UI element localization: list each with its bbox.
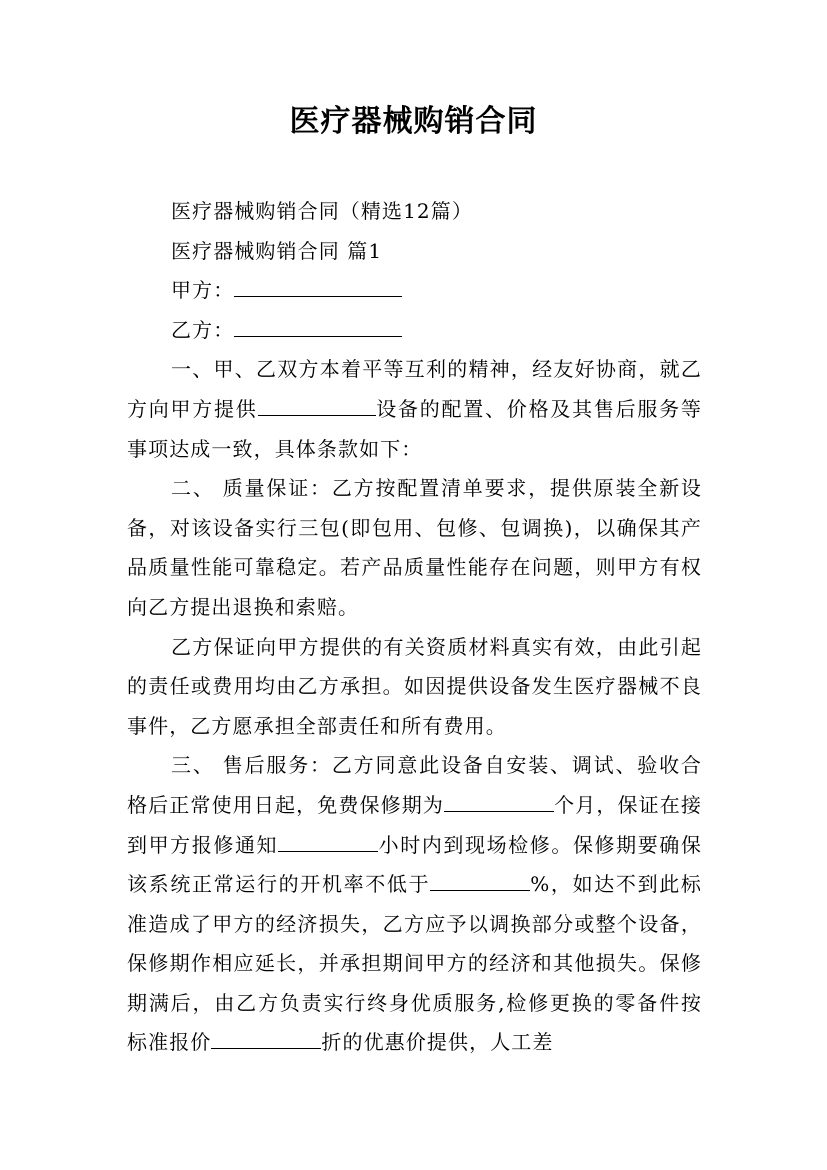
party-b-blank [234, 316, 402, 337]
clause-3-text-b: 个月，保证在接到甲方报修通知 [127, 792, 703, 857]
equipment-blank [258, 395, 376, 416]
party-b-line [127, 311, 702, 351]
party-b-label: 乙方： [171, 317, 235, 342]
section-heading: 医疗器械购销合同 篇1 [171, 238, 383, 263]
clause-2: 二、 质量保证：乙方按配置清单要求，提供原装全新设备，对该设备实行三包(即包用、包修、包调换)，以确保其产品质量性能可靠稳定。若产品质量性能存在问题，则甲方有权向乙方提出退换和索赔。 [127, 476, 702, 619]
document-body [127, 192, 702, 1063]
clause-3-text-e: 折的优惠价提供，人工差 [321, 1030, 554, 1055]
party-a-line [127, 271, 702, 311]
clause-3 [127, 746, 702, 1063]
warranty-months-blank [444, 791, 554, 812]
subtitle-line: 医疗器械购销合同（精选12篇） [171, 199, 473, 223]
uptime-rate-blank [430, 870, 530, 891]
document-title: 医疗器械购销合同 [289, 104, 538, 139]
clause-2-supplement: 乙方保证向甲方提供的有关资质材料真实有效，由此引起的责任或费用均由乙方承担。如因提供设备发生医疗器械不良事件，乙方愿承担全部责任和所有费用。 [127, 634, 702, 738]
clause-3-text-a: 三、 售后服务：乙方同意此设备自安装、调试、验收合格后正常使用日起，免费保修期为 [127, 753, 702, 817]
clause-3-text-d: %，如达不到此标准造成了甲方的经济损失，乙方应予以调换部分或整个设备，保修期作相应延长，并承担期间甲方的经济和其他损失。保修期满后，由乙方负责实行终身优质服务,检修更换的零备件按标准报价 [127, 872, 702, 1055]
party-a-label: 甲方： [171, 278, 235, 303]
discount-blank [211, 1028, 321, 1049]
party-a-blank [234, 276, 402, 297]
clause-1 [127, 350, 702, 469]
response-hours-blank [278, 831, 378, 852]
clause-1-text-b: 设备的配置、价格及其售后服务等事项达成一致，具体条款如下： [127, 396, 702, 461]
clause-3-text-c: 小时内到现场检修。保修期要确保该系统正常运行的开机率不低于 [127, 832, 703, 897]
clause-1-text-a: 一、甲、乙双方本着平等互利的精神，经友好协商，就乙方向甲方提供 [127, 357, 702, 421]
